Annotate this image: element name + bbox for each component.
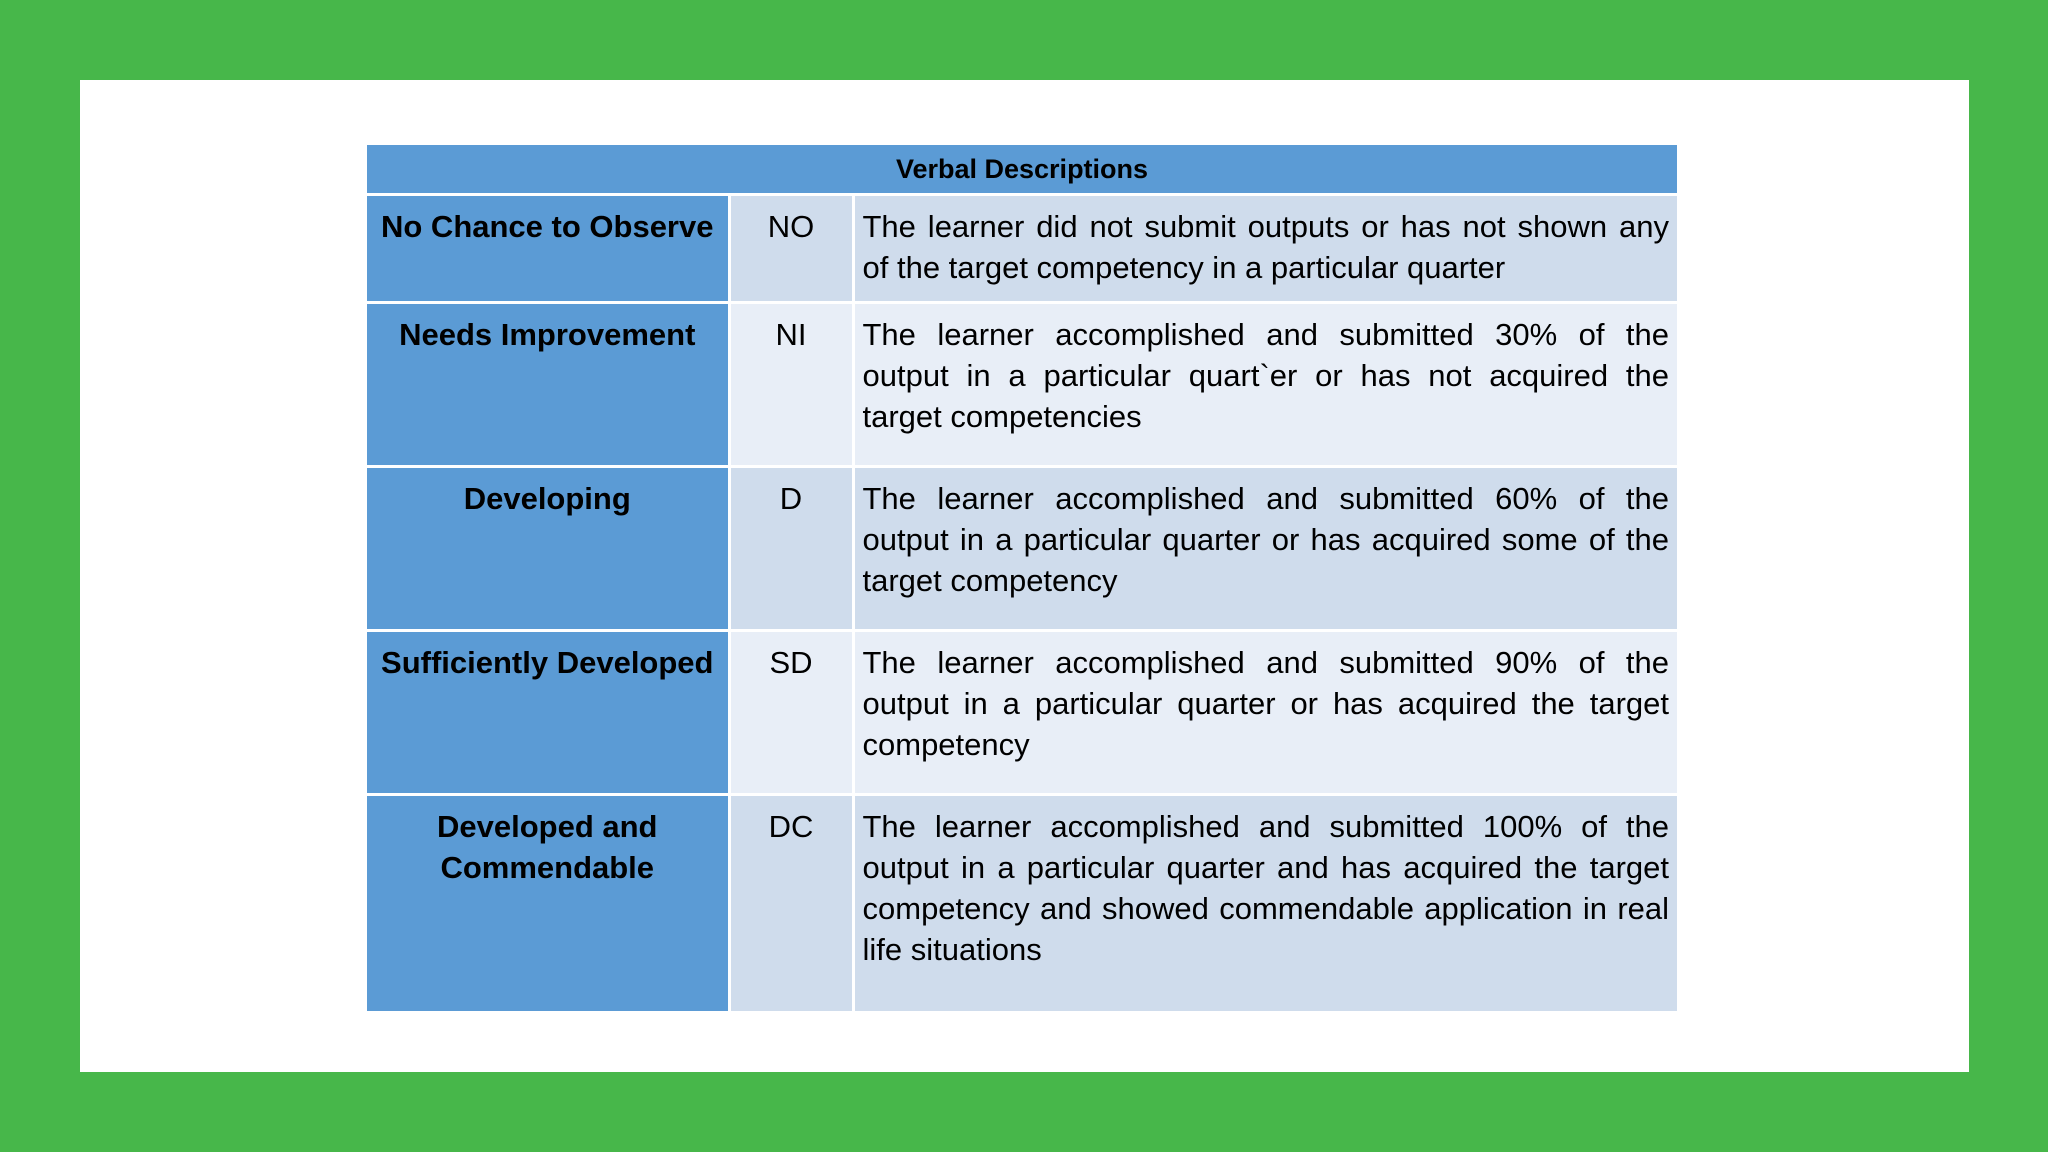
rating-description: The learner accomplished and submitted 30% of the output in a particular quart`er or has not acquired the target competencies (853, 303, 1677, 467)
rating-description: The learner accomplished and submitted 60% of the output in a particular quarter or has acquired some of the target competency (853, 467, 1677, 631)
rating-code: D (729, 467, 853, 631)
slide-panel (80, 80, 1969, 1072)
table-row (367, 631, 1677, 795)
rating-description: The learner accomplished and submitted 90% of the output in a particular quarter or has acquired the target competency (853, 631, 1677, 795)
rating-code: SD (729, 631, 853, 795)
rating-code: DC (729, 795, 853, 1012)
table-row (367, 303, 1677, 467)
rating-code: NO (729, 195, 853, 303)
verbal-descriptions-table (367, 145, 1677, 1011)
table-row (367, 467, 1677, 631)
rating-description: The learner did not submit outputs or has not shown any of the target competency in a particular quarter (853, 195, 1677, 303)
table-title: Verbal Descriptions (367, 145, 1677, 195)
rating-name: No Chance to Observe (367, 195, 729, 303)
rating-name: Developed and Commendable (367, 795, 729, 1012)
rating-description: The learner accomplished and submitted 100% of the output in a particular quarter and has acquired the target competency and showed commendable application in real life situations (853, 795, 1677, 1012)
rating-code: NI (729, 303, 853, 467)
rating-name: Needs Improvement (367, 303, 729, 467)
rating-name: Developing (367, 467, 729, 631)
table-header-row (367, 145, 1677, 195)
table-row (367, 795, 1677, 1012)
rating-name: Sufficiently Developed (367, 631, 729, 795)
table-row (367, 195, 1677, 303)
